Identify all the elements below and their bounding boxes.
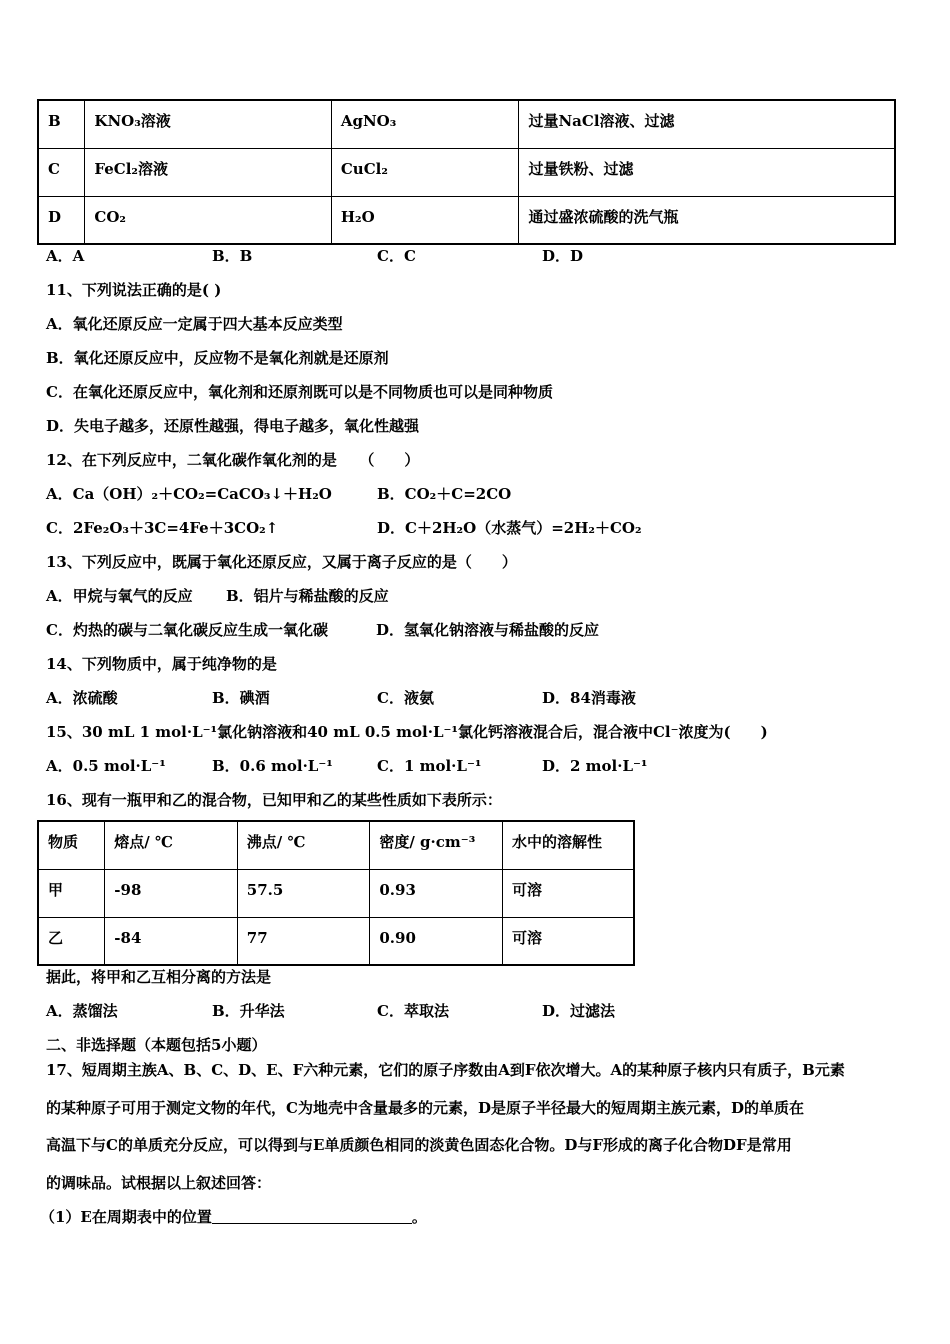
q13-option-b: B．铝片与稀盐酸的反应 xyxy=(226,587,389,605)
cell-density: 0.93 xyxy=(370,869,503,917)
impurity-removal-table xyxy=(37,99,896,245)
q14-option-a: A．浓硫酸 xyxy=(46,689,118,707)
q10-option-c: C．C xyxy=(377,247,416,265)
section-title: 二、非选择题（本题包括5小题） xyxy=(46,1036,267,1054)
q17-sub1-suffix: 。 xyxy=(411,1208,427,1226)
cell-density: 0.90 xyxy=(370,917,503,965)
cell-melting-point: -84 xyxy=(105,917,238,965)
q10-option-d: D．D xyxy=(542,247,584,265)
substance-cell: CO₂ xyxy=(85,196,331,244)
q17-line-3: 高温下与C的单质充分反应，可以得到与E单质颜色相同的淡黄色固态化合物。D与F形成的离子化合物DF是常用 xyxy=(46,1136,792,1154)
impurity-cell: H₂O xyxy=(331,196,519,244)
substance-cell: FeCl₂溶液 xyxy=(85,148,331,196)
substance-cell: KNO₃溶液 xyxy=(85,100,331,148)
q12-option-c: C．2Fe₂O₃＋3C=4Fe＋3CO₂↑ xyxy=(46,519,279,537)
row-label: B xyxy=(38,100,85,148)
q13-option-d: D．氢氧化钠溶液与稀盐酸的反应 xyxy=(376,621,600,639)
q12-stem: 12、在下列反应中，二氧化碳作氧化剂的是 （ ） xyxy=(46,451,420,469)
impurity-cell: AgNO₃ xyxy=(331,100,519,148)
q17-sub1-prefix: （1）E在周期表中的位置 xyxy=(40,1208,212,1226)
row-label: D xyxy=(38,196,85,244)
table-row xyxy=(38,917,634,965)
method-cell: 通过盛浓硫酸的洗气瓶 xyxy=(519,196,895,244)
q13-stem: 13、下列反应中，既属于氧化还原反应，又属于离子反应的是（ ） xyxy=(46,553,517,571)
header-substance: 物质 xyxy=(38,821,105,869)
q17-line-1: 17、短周期主族A、B、C、D、E、F六种元素，它们的原子序数由A到F依次增大。A的某种原子核内只有质子，B元素 xyxy=(46,1061,845,1079)
q15-stem: 15、30 mL 1 mol·L⁻¹氯化钠溶液和40 mL 0.5 mol·L⁻¹氯化钙溶液混合后，混合液中Cl⁻浓度为( ) xyxy=(46,723,768,741)
q12-option-a: A．Ca（OH）₂＋CO₂=CaCO₃↓＋H₂O xyxy=(46,485,332,503)
properties-table xyxy=(37,820,635,966)
q11-option-b: B．氧化还原反应中，反应物不是氧化剂就是还原剂 xyxy=(46,349,389,367)
q13-option-a: A．甲烷与氧气的反应 xyxy=(46,587,193,605)
answer-blank[interactable] xyxy=(212,1207,412,1224)
header-boiling-point: 沸点/ ℃ xyxy=(237,821,370,869)
row-label: C xyxy=(38,148,85,196)
q14-stem: 14、下列物质中，属于纯净物的是 xyxy=(46,655,277,673)
table-header-row xyxy=(38,821,634,869)
q14-option-b: B．碘酒 xyxy=(212,689,270,707)
q10-option-a: A．A xyxy=(46,247,85,265)
cell-boiling-point: 57.5 xyxy=(237,869,370,917)
header-solubility: 水中的溶解性 xyxy=(503,821,634,869)
q15-option-a: A．0.5 mol·L⁻¹ xyxy=(46,757,166,775)
q15-option-c: C．1 mol·L⁻¹ xyxy=(377,757,482,775)
q17-line-4: 的调味品。试根据以上叙述回答： xyxy=(46,1174,272,1192)
cell-boiling-point: 77 xyxy=(237,917,370,965)
cell-solubility: 可溶 xyxy=(503,869,634,917)
q14-option-c: C．液氨 xyxy=(377,689,434,707)
q16-option-a: A．蒸馏法 xyxy=(46,1002,118,1020)
q14-option-d: D．84消毒液 xyxy=(542,689,636,707)
q16-followup: 据此，将甲和乙互相分离的方法是 xyxy=(46,968,272,986)
table-row xyxy=(38,148,895,196)
q11-stem: 11、下列说法正确的是( ) xyxy=(46,281,222,299)
table-row xyxy=(38,196,895,244)
q13-option-c: C．灼热的碳与二氧化碳反应生成一氧化碳 xyxy=(46,621,328,639)
q15-option-b: B．0.6 mol·L⁻¹ xyxy=(212,757,333,775)
q11-option-d: D．失电子越多，还原性越强，得电子越多，氧化性越强 xyxy=(46,417,420,435)
impurity-cell: CuCl₂ xyxy=(331,148,519,196)
header-density: 密度/ g·cm⁻³ xyxy=(370,821,503,869)
q16-option-b: B．升华法 xyxy=(212,1002,285,1020)
q12-option-d: D．C＋2H₂O（水蒸气）=2H₂＋CO₂ xyxy=(377,519,642,537)
cell-substance: 乙 xyxy=(38,917,105,965)
q16-option-d: D．过滤法 xyxy=(542,1002,616,1020)
method-cell: 过量铁粉、过滤 xyxy=(519,148,895,196)
q16-option-c: C．萃取法 xyxy=(377,1002,449,1020)
method-cell: 过量NaCl溶液、过滤 xyxy=(519,100,895,148)
cell-solubility: 可溶 xyxy=(503,917,634,965)
q17-line-2: 的某种原子可用于测定文物的年代，C为地壳中含量最多的元素，D是原子半径最大的短周期主族元素，D的单质在 xyxy=(46,1099,804,1117)
table-row xyxy=(38,100,895,148)
q11-option-a: A．氧化还原反应一定属于四大基本反应类型 xyxy=(46,315,343,333)
q11-option-c: C．在氧化还原反应中，氧化剂和还原剂既可以是不同物质也可以是同种物质 xyxy=(46,383,553,401)
q15-option-d: D．2 mol·L⁻¹ xyxy=(542,757,648,775)
q10-option-b: B．B xyxy=(212,247,253,265)
cell-melting-point: -98 xyxy=(105,869,238,917)
header-melting-point: 熔点/ ℃ xyxy=(105,821,238,869)
q16-stem: 16、现有一瓶甲和乙的混合物，已知甲和乙的某些性质如下表所示： xyxy=(46,791,502,809)
q12-option-b: B．CO₂＋C=2CO xyxy=(377,485,512,503)
q17-subquestion-1 xyxy=(40,1207,427,1227)
table-row xyxy=(38,869,634,917)
cell-substance: 甲 xyxy=(38,869,105,917)
